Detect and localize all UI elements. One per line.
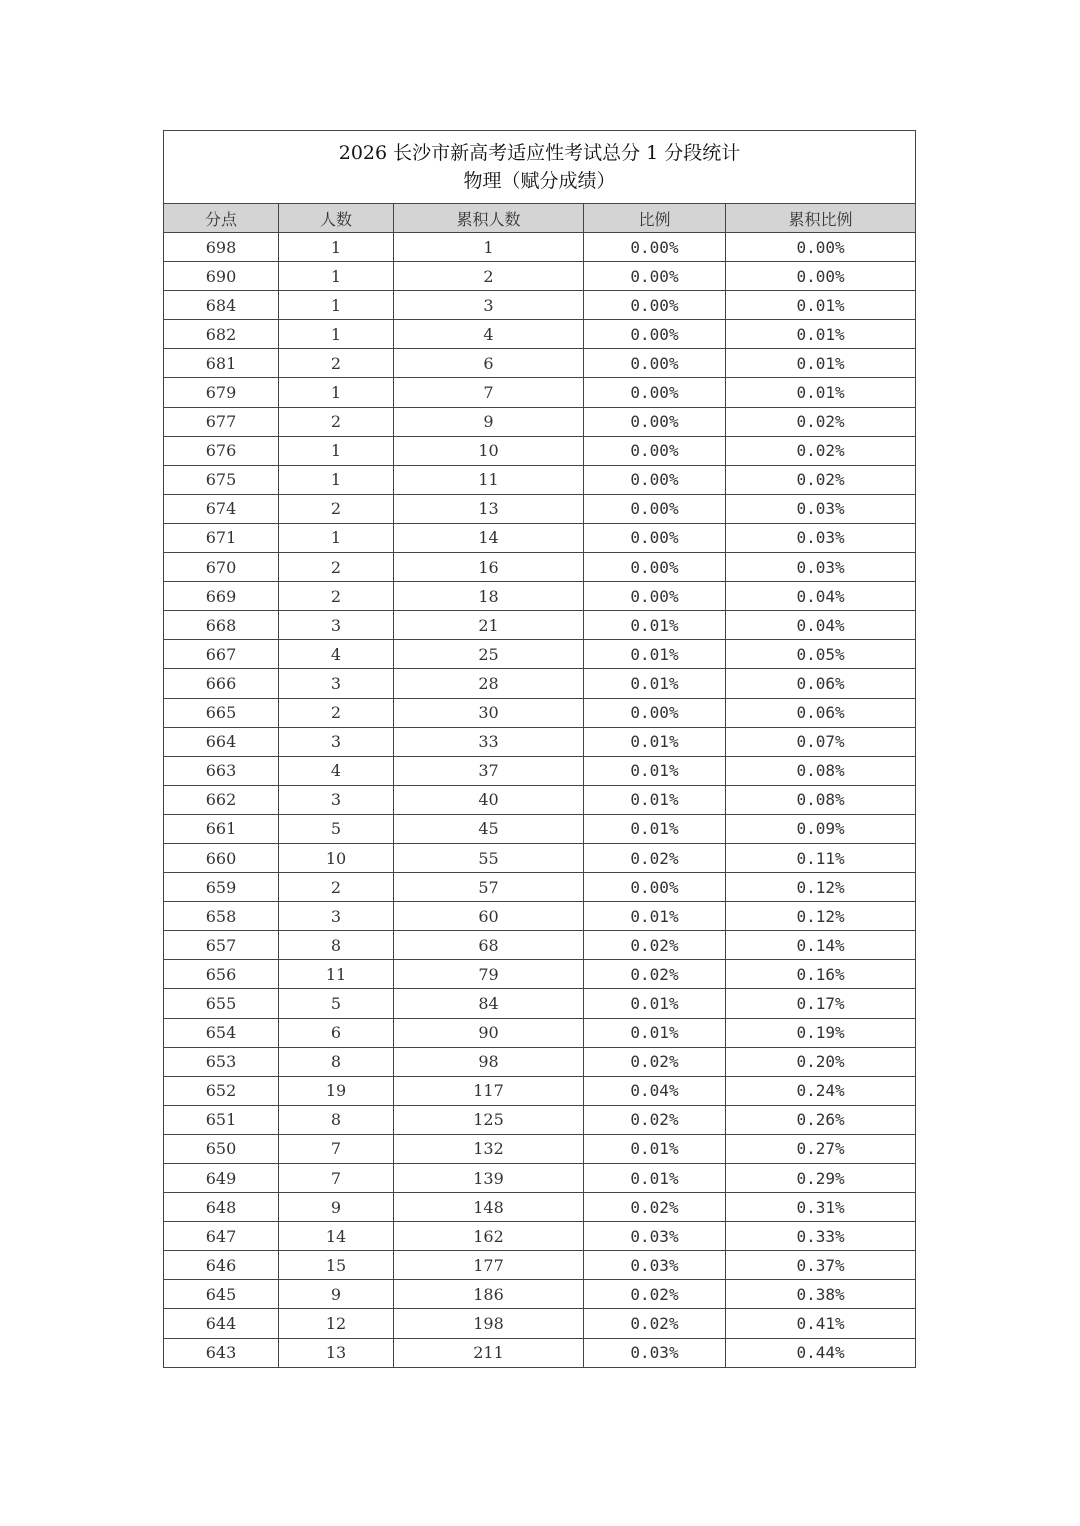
cell-cumulative-ratio: 0.41% <box>726 1309 916 1338</box>
cell-cumulative: 10 <box>394 436 584 465</box>
cell-count: 3 <box>279 669 394 698</box>
cell-cumulative: 18 <box>394 582 584 611</box>
table-row <box>164 960 916 989</box>
cell-count: 10 <box>279 843 394 872</box>
cell-ratio: 0.00% <box>584 698 726 727</box>
score-distribution-table <box>163 130 916 1368</box>
cell-cumulative: 2 <box>394 262 584 291</box>
cell-cumulative: 117 <box>394 1076 584 1105</box>
cell-score: 645 <box>164 1280 279 1309</box>
cell-score: 681 <box>164 349 279 378</box>
cell-cumulative-ratio: 0.16% <box>726 960 916 989</box>
cell-count: 14 <box>279 1222 394 1251</box>
cell-ratio: 0.00% <box>584 349 726 378</box>
cell-count: 15 <box>279 1251 394 1280</box>
cell-ratio: 0.00% <box>584 465 726 494</box>
cell-score: 663 <box>164 756 279 785</box>
cell-ratio: 0.02% <box>584 1047 726 1076</box>
table-row <box>164 1047 916 1076</box>
table-row <box>164 349 916 378</box>
cell-ratio: 0.02% <box>584 1280 726 1309</box>
cell-score: 674 <box>164 494 279 523</box>
cell-cumulative: 162 <box>394 1222 584 1251</box>
cell-cumulative-ratio: 0.20% <box>726 1047 916 1076</box>
cell-count: 2 <box>279 349 394 378</box>
table-row <box>164 582 916 611</box>
cell-ratio: 0.01% <box>584 727 726 756</box>
cell-cumulative-ratio: 0.00% <box>726 233 916 262</box>
table-row <box>164 814 916 843</box>
table-row <box>164 669 916 698</box>
cell-ratio: 0.00% <box>584 873 726 902</box>
cell-ratio: 0.02% <box>584 1105 726 1134</box>
cell-cumulative: 33 <box>394 727 584 756</box>
cell-cumulative: 186 <box>394 1280 584 1309</box>
cell-score: 660 <box>164 843 279 872</box>
cell-cumulative: 1 <box>394 233 584 262</box>
cell-ratio: 0.00% <box>584 407 726 436</box>
cell-ratio: 0.01% <box>584 1018 726 1047</box>
cell-ratio: 0.02% <box>584 1309 726 1338</box>
cell-cumulative: 57 <box>394 873 584 902</box>
cell-ratio: 0.02% <box>584 1193 726 1222</box>
cell-cumulative-ratio: 0.29% <box>726 1164 916 1193</box>
cell-ratio: 0.00% <box>584 291 726 320</box>
cell-ratio: 0.02% <box>584 960 726 989</box>
cell-cumulative: 84 <box>394 989 584 1018</box>
cell-count: 19 <box>279 1076 394 1105</box>
cell-score: 659 <box>164 873 279 902</box>
cell-count: 2 <box>279 582 394 611</box>
table-row <box>164 1134 916 1163</box>
cell-cumulative-ratio: 0.04% <box>726 611 916 640</box>
cell-ratio: 0.00% <box>584 523 726 552</box>
cell-count: 6 <box>279 1018 394 1047</box>
cell-count: 1 <box>279 523 394 552</box>
table-row <box>164 378 916 407</box>
cell-count: 7 <box>279 1164 394 1193</box>
cell-score: 655 <box>164 989 279 1018</box>
cell-score: 657 <box>164 931 279 960</box>
table-row <box>164 1309 916 1338</box>
cell-count: 7 <box>279 1134 394 1163</box>
column-header-count: 人数 <box>279 204 394 233</box>
column-header-row <box>164 204 916 233</box>
cell-cumulative: 30 <box>394 698 584 727</box>
cell-cumulative: 28 <box>394 669 584 698</box>
cell-cumulative-ratio: 0.12% <box>726 873 916 902</box>
cell-cumulative-ratio: 0.01% <box>726 378 916 407</box>
cell-count: 4 <box>279 756 394 785</box>
cell-cumulative: 90 <box>394 1018 584 1047</box>
table-row <box>164 1280 916 1309</box>
cell-cumulative: 16 <box>394 553 584 582</box>
table-row <box>164 233 916 262</box>
title-line-2: 物理（赋分成绩） <box>463 170 616 192</box>
table-title <box>164 131 916 204</box>
cell-cumulative: 45 <box>394 814 584 843</box>
cell-score: 665 <box>164 698 279 727</box>
column-header-cumulative-ratio: 累积比例 <box>726 204 916 233</box>
cell-cumulative: 79 <box>394 960 584 989</box>
cell-cumulative: 40 <box>394 785 584 814</box>
cell-count: 2 <box>279 407 394 436</box>
cell-count: 2 <box>279 873 394 902</box>
cell-cumulative-ratio: 0.31% <box>726 1193 916 1222</box>
cell-cumulative-ratio: 0.26% <box>726 1105 916 1134</box>
cell-count: 4 <box>279 640 394 669</box>
cell-score: 649 <box>164 1164 279 1193</box>
cell-ratio: 0.01% <box>584 902 726 931</box>
cell-score: 658 <box>164 902 279 931</box>
table-row <box>164 1193 916 1222</box>
table-row <box>164 785 916 814</box>
cell-cumulative: 132 <box>394 1134 584 1163</box>
table-row <box>164 494 916 523</box>
cell-cumulative-ratio: 0.19% <box>726 1018 916 1047</box>
cell-count: 1 <box>279 378 394 407</box>
cell-cumulative-ratio: 0.02% <box>726 407 916 436</box>
cell-cumulative-ratio: 0.03% <box>726 553 916 582</box>
cell-ratio: 0.03% <box>584 1251 726 1280</box>
cell-cumulative: 9 <box>394 407 584 436</box>
cell-count: 3 <box>279 727 394 756</box>
cell-cumulative-ratio: 0.11% <box>726 843 916 872</box>
cell-score: 666 <box>164 669 279 698</box>
cell-score: 664 <box>164 727 279 756</box>
cell-cumulative: 148 <box>394 1193 584 1222</box>
table-row <box>164 1076 916 1105</box>
table-row <box>164 611 916 640</box>
table-row <box>164 291 916 320</box>
cell-score: 643 <box>164 1338 279 1367</box>
cell-cumulative-ratio: 0.02% <box>726 436 916 465</box>
cell-cumulative: 37 <box>394 756 584 785</box>
cell-score: 675 <box>164 465 279 494</box>
cell-count: 8 <box>279 931 394 960</box>
cell-cumulative: 60 <box>394 902 584 931</box>
cell-ratio: 0.03% <box>584 1338 726 1367</box>
cell-cumulative-ratio: 0.06% <box>726 698 916 727</box>
cell-cumulative: 68 <box>394 931 584 960</box>
table-row <box>164 843 916 872</box>
cell-count: 8 <box>279 1047 394 1076</box>
table-row <box>164 1018 916 1047</box>
cell-cumulative-ratio: 0.37% <box>726 1251 916 1280</box>
cell-cumulative: 211 <box>394 1338 584 1367</box>
cell-score: 653 <box>164 1047 279 1076</box>
cell-ratio: 0.00% <box>584 436 726 465</box>
cell-score: 650 <box>164 1134 279 1163</box>
cell-count: 1 <box>279 320 394 349</box>
cell-count: 5 <box>279 989 394 1018</box>
cell-count: 1 <box>279 465 394 494</box>
cell-ratio: 0.01% <box>584 1164 726 1193</box>
cell-cumulative-ratio: 0.00% <box>726 262 916 291</box>
cell-score: 668 <box>164 611 279 640</box>
cell-ratio: 0.01% <box>584 756 726 785</box>
cell-cumulative-ratio: 0.12% <box>726 902 916 931</box>
cell-score: 646 <box>164 1251 279 1280</box>
table-row <box>164 931 916 960</box>
cell-cumulative: 7 <box>394 378 584 407</box>
cell-ratio: 0.02% <box>584 843 726 872</box>
cell-ratio: 0.03% <box>584 1222 726 1251</box>
cell-cumulative: 98 <box>394 1047 584 1076</box>
cell-score: 667 <box>164 640 279 669</box>
cell-score: 661 <box>164 814 279 843</box>
cell-cumulative-ratio: 0.27% <box>726 1134 916 1163</box>
cell-count: 9 <box>279 1280 394 1309</box>
table-row <box>164 756 916 785</box>
cell-score: 644 <box>164 1309 279 1338</box>
table-row <box>164 320 916 349</box>
cell-score: 698 <box>164 233 279 262</box>
table-row <box>164 1105 916 1134</box>
cell-count: 5 <box>279 814 394 843</box>
cell-count: 11 <box>279 960 394 989</box>
cell-score: 676 <box>164 436 279 465</box>
cell-count: 8 <box>279 1105 394 1134</box>
table-row <box>164 407 916 436</box>
cell-cumulative-ratio: 0.01% <box>726 320 916 349</box>
cell-cumulative-ratio: 0.03% <box>726 523 916 552</box>
cell-cumulative: 14 <box>394 523 584 552</box>
cell-cumulative: 3 <box>394 291 584 320</box>
cell-cumulative: 4 <box>394 320 584 349</box>
cell-score: 648 <box>164 1193 279 1222</box>
cell-cumulative: 55 <box>394 843 584 872</box>
cell-count: 2 <box>279 494 394 523</box>
cell-count: 2 <box>279 553 394 582</box>
cell-count: 3 <box>279 785 394 814</box>
column-header-ratio: 比例 <box>584 204 726 233</box>
cell-score: 669 <box>164 582 279 611</box>
cell-cumulative: 25 <box>394 640 584 669</box>
table-row <box>164 902 916 931</box>
cell-cumulative-ratio: 0.01% <box>726 349 916 378</box>
cell-cumulative-ratio: 0.24% <box>726 1076 916 1105</box>
table-row <box>164 989 916 1018</box>
cell-ratio: 0.01% <box>584 611 726 640</box>
cell-score: 656 <box>164 960 279 989</box>
cell-score: 679 <box>164 378 279 407</box>
cell-count: 9 <box>279 1193 394 1222</box>
cell-cumulative: 11 <box>394 465 584 494</box>
cell-cumulative-ratio: 0.08% <box>726 756 916 785</box>
cell-cumulative-ratio: 0.07% <box>726 727 916 756</box>
cell-ratio: 0.01% <box>584 640 726 669</box>
cell-count: 13 <box>279 1338 394 1367</box>
cell-cumulative-ratio: 0.38% <box>726 1280 916 1309</box>
column-header-score: 分点 <box>164 204 279 233</box>
cell-score: 647 <box>164 1222 279 1251</box>
cell-score: 651 <box>164 1105 279 1134</box>
table-row <box>164 262 916 291</box>
cell-ratio: 0.00% <box>584 378 726 407</box>
cell-ratio: 0.02% <box>584 931 726 960</box>
cell-cumulative: 6 <box>394 349 584 378</box>
table-row <box>164 436 916 465</box>
table-row <box>164 1222 916 1251</box>
cell-cumulative-ratio: 0.02% <box>726 465 916 494</box>
table-row <box>164 727 916 756</box>
cell-ratio: 0.01% <box>584 1134 726 1163</box>
cell-cumulative: 125 <box>394 1105 584 1134</box>
cell-score: 682 <box>164 320 279 349</box>
cell-count: 3 <box>279 902 394 931</box>
cell-cumulative-ratio: 0.08% <box>726 785 916 814</box>
cell-ratio: 0.04% <box>584 1076 726 1105</box>
cell-cumulative: 139 <box>394 1164 584 1193</box>
cell-ratio: 0.01% <box>584 785 726 814</box>
cell-score: 662 <box>164 785 279 814</box>
cell-score: 690 <box>164 262 279 291</box>
cell-cumulative-ratio: 0.09% <box>726 814 916 843</box>
cell-count: 1 <box>279 291 394 320</box>
cell-cumulative-ratio: 0.33% <box>726 1222 916 1251</box>
cell-ratio: 0.00% <box>584 553 726 582</box>
cell-cumulative: 13 <box>394 494 584 523</box>
cell-cumulative-ratio: 0.04% <box>726 582 916 611</box>
cell-cumulative-ratio: 0.44% <box>726 1338 916 1367</box>
cell-ratio: 0.01% <box>584 989 726 1018</box>
cell-ratio: 0.00% <box>584 582 726 611</box>
table-row <box>164 698 916 727</box>
cell-score: 652 <box>164 1076 279 1105</box>
column-header-cumulative: 累积人数 <box>394 204 584 233</box>
cell-ratio: 0.00% <box>584 262 726 291</box>
cell-ratio: 0.01% <box>584 669 726 698</box>
table-row <box>164 465 916 494</box>
table-row <box>164 1164 916 1193</box>
cell-score: 677 <box>164 407 279 436</box>
table-row <box>164 1251 916 1280</box>
cell-cumulative-ratio: 0.03% <box>726 494 916 523</box>
table-row <box>164 640 916 669</box>
cell-cumulative-ratio: 0.17% <box>726 989 916 1018</box>
cell-ratio: 0.00% <box>584 494 726 523</box>
cell-count: 1 <box>279 233 394 262</box>
cell-cumulative: 198 <box>394 1309 584 1338</box>
cell-cumulative-ratio: 0.14% <box>726 931 916 960</box>
cell-ratio: 0.01% <box>584 814 726 843</box>
table-row <box>164 523 916 552</box>
cell-cumulative: 21 <box>394 611 584 640</box>
table-body <box>164 233 916 1368</box>
table-row <box>164 553 916 582</box>
title-line-1: 2026 长沙市新高考适应性考试总分 1 分段统计 <box>338 142 741 164</box>
cell-count: 1 <box>279 262 394 291</box>
cell-cumulative: 177 <box>394 1251 584 1280</box>
cell-count: 2 <box>279 698 394 727</box>
cell-score: 684 <box>164 291 279 320</box>
cell-cumulative-ratio: 0.06% <box>726 669 916 698</box>
cell-count: 12 <box>279 1309 394 1338</box>
cell-count: 1 <box>279 436 394 465</box>
cell-cumulative-ratio: 0.01% <box>726 291 916 320</box>
cell-count: 3 <box>279 611 394 640</box>
cell-ratio: 0.00% <box>584 320 726 349</box>
cell-cumulative-ratio: 0.05% <box>726 640 916 669</box>
cell-score: 670 <box>164 553 279 582</box>
cell-ratio: 0.00% <box>584 233 726 262</box>
cell-score: 671 <box>164 523 279 552</box>
table-row <box>164 873 916 902</box>
cell-score: 654 <box>164 1018 279 1047</box>
table-row <box>164 1338 916 1367</box>
